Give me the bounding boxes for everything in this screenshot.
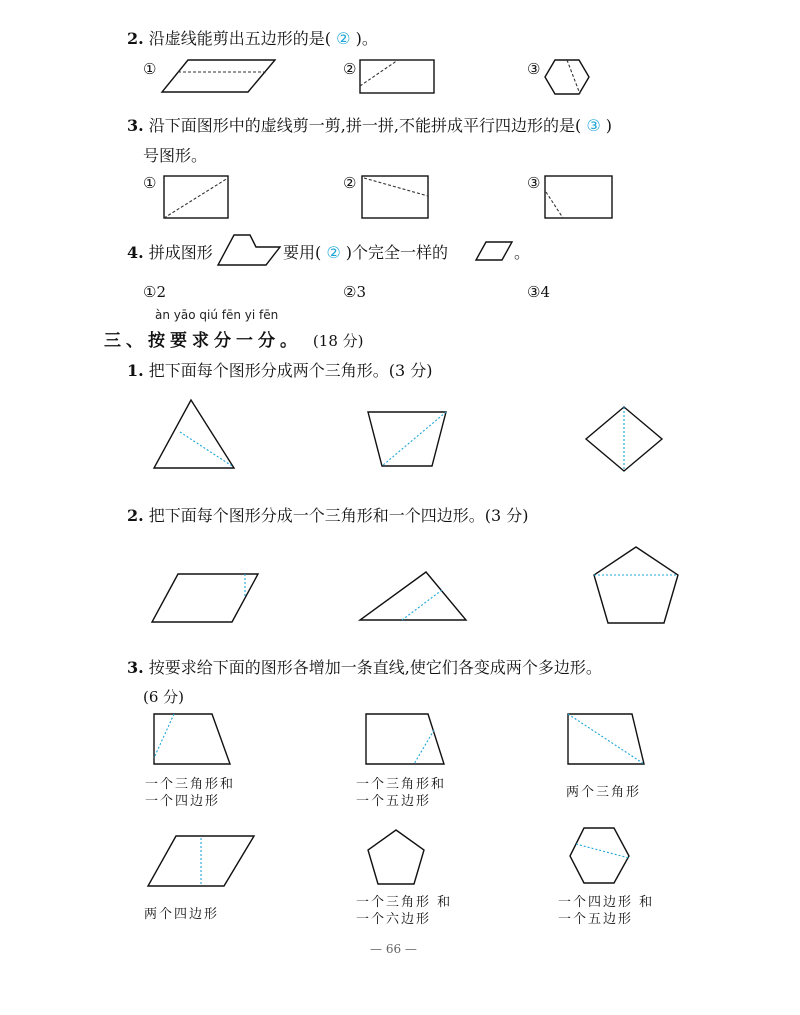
part1-prompt: [127, 358, 433, 381]
part3-figure-5-pentagon: [366, 828, 428, 888]
part2-parallelogram: [150, 572, 260, 624]
part3-caption-6: 一个四边形 和一个五边形: [558, 895, 655, 927]
q4-prompt: [127, 240, 213, 263]
q4-option-2: ②3: [343, 283, 366, 301]
q3-option-1-label: ①: [143, 174, 157, 192]
part3-text: 按要求给下面的图形各增加一条直线,使它们各变成两个多边形。: [148, 658, 602, 677]
part3-figure-4-parallelogram: [146, 834, 256, 888]
part3-caption-5: 一个三角形 和一个六边形: [356, 895, 453, 927]
part3-figure-1-trapezoid: [150, 712, 234, 766]
part3-figure-2-quadrilateral: [364, 712, 448, 766]
section3-title: 三、按要求分一分。: [104, 331, 302, 351]
q2-option-3-label: ③: [527, 60, 541, 78]
q2-number: 2.: [127, 29, 144, 48]
q2-text: 沿虚线能剪出五边形的是(: [148, 29, 332, 48]
q3-close: ): [605, 116, 612, 135]
q4-composite-shape: [216, 233, 282, 267]
q4-text-b: 要用(: [283, 243, 322, 262]
part3-figure-3-trapezoid: [566, 712, 648, 766]
q4-text-a: 拼成图形: [148, 243, 213, 262]
part3-caption-4: 两个四边形: [144, 907, 220, 922]
part1-number: 1.: [127, 361, 144, 380]
q2-answer: ②: [336, 29, 351, 48]
q4-end: 。: [514, 243, 531, 262]
q3-figure-1-rectangle: [162, 174, 232, 220]
part3-number: 3.: [127, 658, 144, 677]
part3-prompt: [127, 655, 602, 678]
part3-caption-2: 一个三角形和 一个五边形: [356, 777, 447, 809]
page-number: — 66 —: [370, 942, 417, 956]
q3-option-3-label: ③: [527, 174, 541, 192]
q3-figure-2-rectangle: [360, 174, 432, 220]
q3-prompt: [127, 113, 612, 136]
q4-option-1: ①2: [143, 283, 166, 301]
part2-text: 把下面每个图形分成一个三角形和一个四边形。(3 分): [148, 506, 529, 525]
q2-option-1-label: ①: [143, 60, 157, 78]
part2-triangle: [358, 570, 470, 624]
part2-number: 2.: [127, 506, 144, 525]
q3-prompt-line2: 号图形。: [143, 146, 208, 165]
q2-figure-2-rectangle: [358, 58, 438, 98]
part3-figure-6-hexagon: [568, 826, 632, 886]
part2-prompt: [127, 503, 529, 526]
part3-score: (6 分): [143, 688, 185, 706]
part3-caption-1: 一个三角形和 一个四边形: [145, 777, 236, 809]
part2-pentagon: [592, 545, 680, 625]
q2-figure-1-parallelogram: [160, 58, 280, 98]
q2-close: )。: [355, 29, 378, 48]
section3-pinyin: àn yāo qiú fēn yi fēn: [155, 308, 279, 322]
section3-score: (18 分): [312, 332, 364, 350]
q3-figure-3-rectangle: [543, 174, 615, 220]
q4-small-parallelogram: [474, 240, 514, 262]
q4-answer: ②: [326, 243, 341, 262]
part1-text: 把下面每个图形分成两个三角形。(3 分): [148, 361, 433, 380]
q3-option-2-label: ②: [343, 174, 357, 192]
q4-option-3: ③4: [527, 283, 550, 301]
q2-figure-3-hexagon: [543, 58, 593, 98]
q4-prompt-b: [283, 240, 448, 263]
q2-option-2-label: ②: [343, 60, 357, 78]
q3-number: 3.: [127, 116, 144, 135]
part1-rhombus: [584, 405, 664, 473]
q2-prompt: [127, 26, 378, 49]
part3-caption-3: 两个三角形: [566, 785, 642, 800]
part1-triangle: [152, 398, 238, 472]
q3-text: 沿下面图形中的虚线剪一剪,拼一拼,不能拼成平行四边形的是(: [148, 116, 582, 135]
q4-number: 4.: [127, 243, 144, 262]
section3-heading: [104, 326, 363, 351]
q3-answer: ③: [586, 116, 601, 135]
part1-trapezoid: [366, 410, 448, 468]
q4-text-c: )个完全一样的: [345, 243, 449, 262]
